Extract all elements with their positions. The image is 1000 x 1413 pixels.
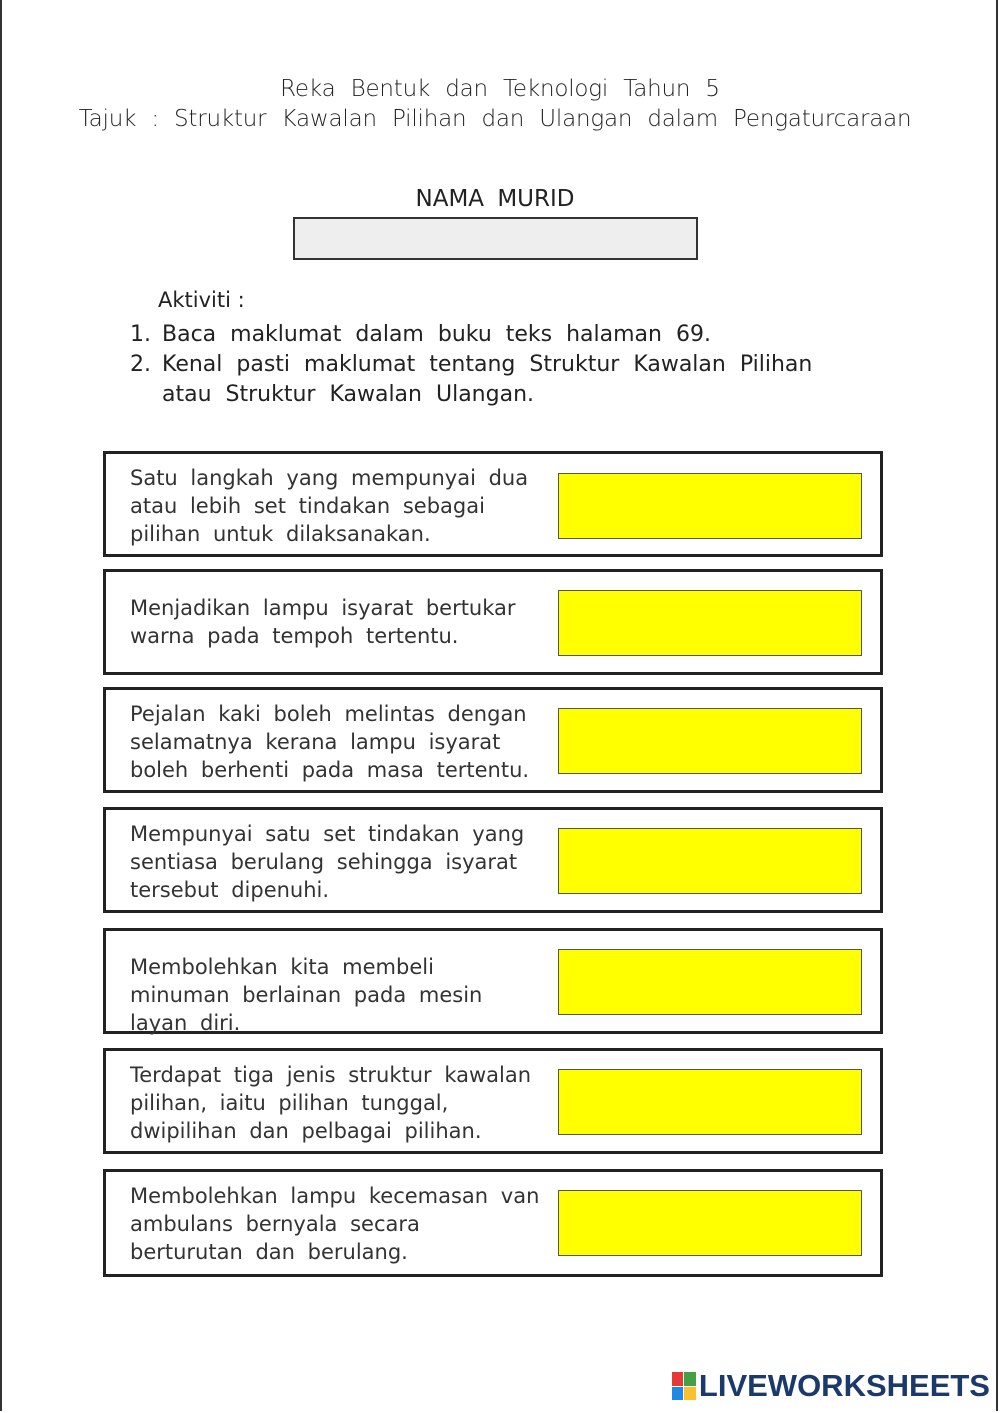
question-card	[103, 1169, 883, 1277]
subject-title: Reka Bentuk dan Teknologi Tahun 5	[280, 76, 720, 102]
question-text: Menjadikan lampu isyarat bertukar warna pada tempoh tertentu.	[130, 596, 516, 648]
step-number: 2.	[130, 352, 151, 377]
answer-box[interactable]	[558, 590, 862, 656]
answer-box[interactable]	[558, 1069, 862, 1135]
question-text: Satu langkah yang mempunyai dua atau lebih set tindakan sebagai pilihan untuk dilaksanakan.	[130, 466, 529, 546]
question-card	[103, 1048, 883, 1154]
question-text: Terdapat tiga jenis struktur kawalan pilihan, iaitu pilihan tunggal, dwipilihan dan pelbagai pilihan.	[130, 1063, 532, 1143]
answer-box[interactable]	[558, 473, 862, 539]
question-card	[103, 569, 883, 675]
topic-title: Tajuk : Struktur Kawalan Pilihan dan Ulangan dalam Pengaturcaraan	[78, 106, 912, 132]
answer-box[interactable]	[558, 828, 862, 894]
step-text: Kenal pasti maklumat tentang Struktur Kawalan Pilihan atau Struktur Kawalan Ulangan.	[162, 352, 813, 407]
answer-box[interactable]	[558, 708, 862, 774]
question-text: Pejalan kaki boleh melintas dengan selamatnya kerana lampu isyarat boleh berhenti pada masa tertentu.	[130, 702, 530, 782]
question-text: Membolehkan kita membeli minuman berlainan pada mesin layan diri.	[130, 955, 483, 1035]
question-card	[103, 687, 883, 793]
worksheet-header	[0, 74, 1000, 134]
question-card	[103, 807, 883, 913]
step-text: Baca maklumat dalam buku teks halaman 69.	[162, 322, 711, 347]
answer-box[interactable]	[558, 1190, 862, 1256]
liveworksheets-brand	[672, 1369, 990, 1403]
student-name-input[interactable]	[293, 217, 698, 260]
question-text: Membolehkan lampu kecemasan van ambulans bernyala secara berturutan dan berulang.	[130, 1184, 540, 1264]
student-name-label: NAMA MURID	[415, 186, 575, 212]
question-card	[103, 928, 883, 1034]
activity-step	[130, 320, 830, 350]
answer-box[interactable]	[558, 949, 862, 1015]
activity-steps	[130, 320, 830, 410]
question-card	[103, 451, 883, 557]
liveworksheets-logo-icon	[672, 1372, 696, 1400]
activity-label: Aktiviti :	[158, 288, 245, 312]
brand-name: LIVEWORKSHEETS	[698, 1368, 990, 1403]
activity-step	[130, 350, 830, 410]
step-number: 1.	[130, 322, 151, 347]
question-text: Mempunyai satu set tindakan yang sentiasa berulang sehingga isyarat tersebut dipenuhi.	[130, 822, 525, 902]
